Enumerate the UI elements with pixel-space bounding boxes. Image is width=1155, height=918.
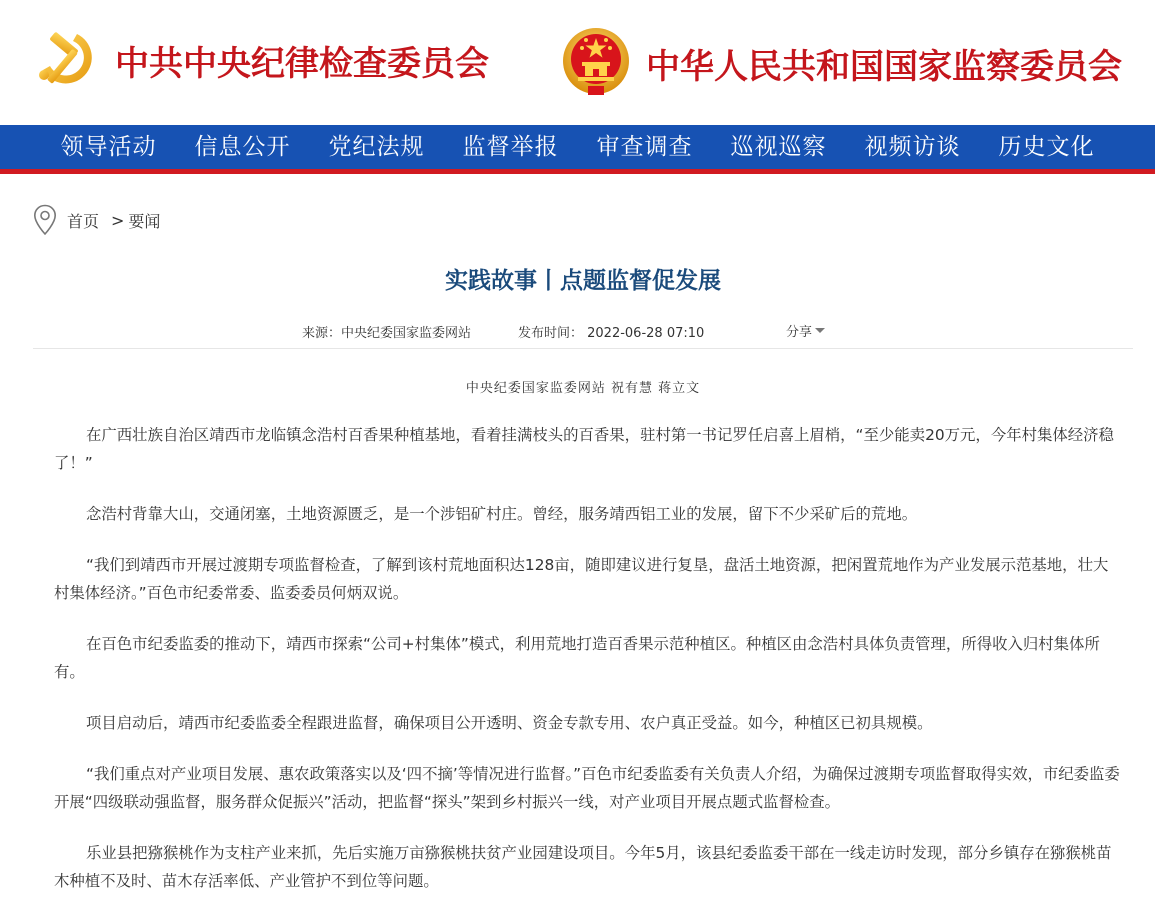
- article-publish-time: 发布时间： 2022-06-28 07:10: [518, 326, 705, 341]
- nav-item-info-disclosure[interactable]: 信息公开: [194, 134, 291, 160]
- ccdi-logo[interactable]: [33, 26, 489, 94]
- article-source: 来源：中央纪委国家监委网站: [302, 326, 472, 341]
- location-pin-icon: [33, 204, 57, 236]
- breadcrumb-current-link[interactable]: 要闻: [128, 211, 161, 231]
- article-paragraph: “我们重点对产业项目发展、惠农政策落实以及‘四不摘’等情况进行监督。”百色市纪委监委有关负责人介绍，为确保过渡期专项监督取得实效，市纪委监委开展“四级联动强监督，服务群众促振兴”活动，把监督“探头”架到乡村振兴一线，对产业项目开展点题式监督检查。: [54, 765, 1120, 811]
- share-button[interactable]: [786, 321, 825, 340]
- article-paragraph: “我们到靖西市开展过渡期专项监督检查，了解到该村荒地面积达128亩，随即建议进行复垦，盘活土地资源，把闲置荒地作为产业发展示范基地，壮大村集体经济。”百色市纪委常委、监委委员何炳双说。: [54, 556, 1109, 602]
- breadcrumb-home-link[interactable]: 首页: [67, 211, 100, 231]
- share-label: 分享: [786, 325, 813, 340]
- nav-item-inspection[interactable]: 巡视巡察: [730, 134, 827, 160]
- national-emblem-icon: [560, 26, 632, 100]
- article-paragraph: 在广西壮族自治区靖西市龙临镇念浩村百香果种植基地，看着挂满枝头的百香果，驻村第一书记罗任启喜上眉梢，“至少能卖20万元，今年村集体经济稳了！”: [54, 426, 1114, 472]
- main-nav: [0, 125, 1155, 169]
- nav-item-video[interactable]: 视频访谈: [864, 134, 961, 160]
- nav-item-history[interactable]: 历史文化: [998, 134, 1095, 160]
- meta-divider: [33, 348, 1133, 349]
- nav-item-regulations[interactable]: 党纪法规: [328, 134, 425, 160]
- article-paragraph: 项目启动后，靖西市纪委监委全程跟进监督，确保项目公开透明、资金专款专用、农户真正受益。如今，种植区已初具规模。: [86, 714, 933, 732]
- breadcrumb-separator: >: [111, 210, 125, 230]
- article-paragraph: 乐业县把猕猴桃作为支柱产业来抓，先后实施万亩猕猴桃扶贫产业园建设项目。今年5月，该县纪委监委干部在一线走访时发现，部分乡镇存在猕猴桃苗木种植不及时、苗木存活率低、产业管护不到位等问题。: [54, 844, 1112, 890]
- article-paragraph: 念浩村背靠大山，交通闭塞，土地资源匮乏，是一个涉铝矿村庄。曾经，服务靖西铝工业的发展，留下不少采矿后的荒地。: [86, 505, 918, 523]
- breadcrumb: [33, 204, 160, 236]
- ccdi-org-name: 中共中央纪律检查委员会: [115, 43, 489, 84]
- nsc-logo[interactable]: [560, 26, 1122, 100]
- nav-item-investigation[interactable]: 审查调查: [596, 134, 693, 160]
- nav-red-line: [0, 169, 1155, 174]
- nav-item-leadership[interactable]: 领导活动: [60, 134, 157, 160]
- site-header: [0, 0, 1155, 125]
- chevron-down-icon: [815, 328, 825, 333]
- article-byline: 中央纪委国家监委网站 祝有慧 蒋立文: [465, 381, 701, 396]
- article-title: 实践故事丨点题监督促发展: [445, 268, 721, 294]
- article-body: [54, 421, 1120, 918]
- hammer-sickle-emblem-icon: [33, 26, 101, 94]
- nsc-org-name: 中华人民共和国国家监察委员会: [646, 46, 1122, 87]
- nav-item-report[interactable]: 监督举报: [462, 134, 559, 160]
- article-paragraph: 在百色市纪委监委的推动下，靖西市探索“公司+村集体”模式，利用荒地打造百香果示范种植区。种植区由念浩村具体负责管理，所得收入归村集体所有。: [54, 635, 1100, 681]
